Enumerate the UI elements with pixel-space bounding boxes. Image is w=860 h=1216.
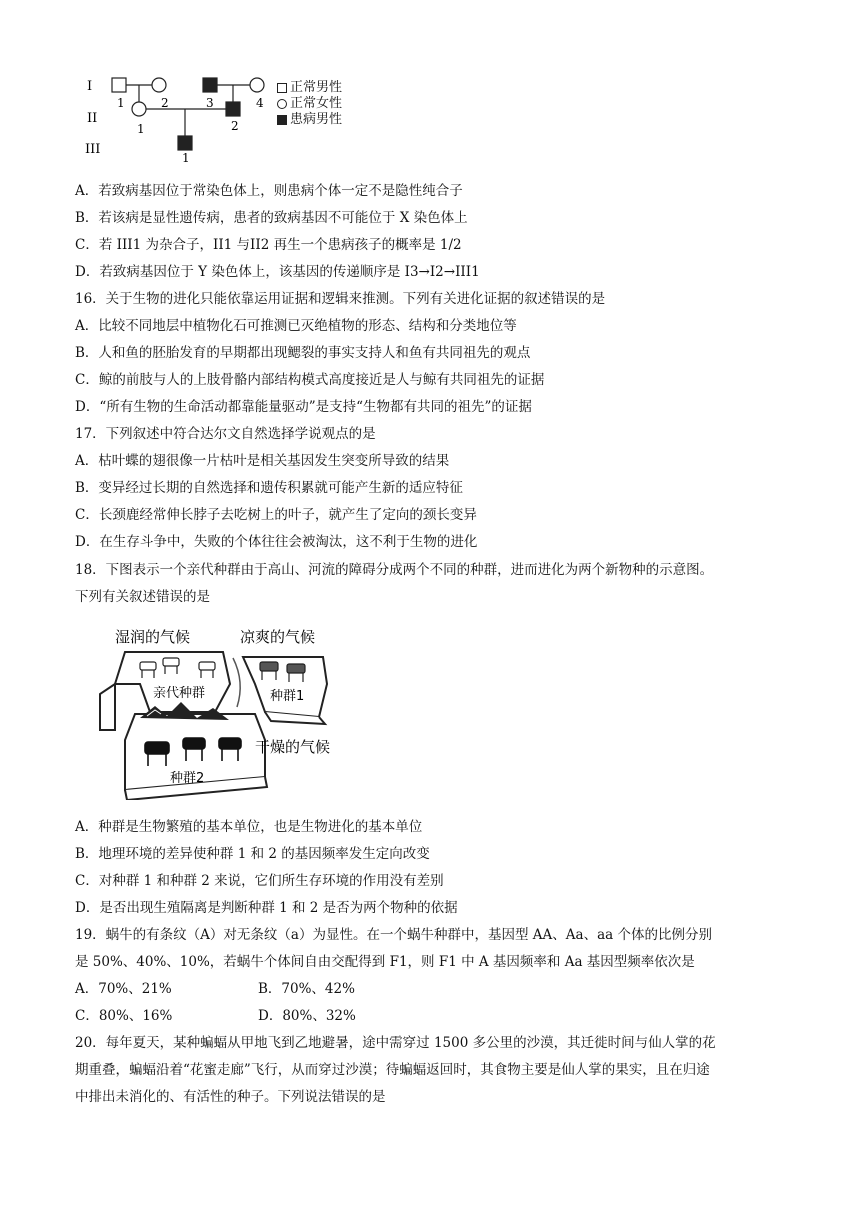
- label-humid-climate: 湿润的气候: [115, 628, 191, 646]
- q15-option-d: D．若致病基因位于 Y 染色体上，该基因的传递顺序是 I3→I2→III1: [75, 264, 480, 280]
- individual-label-I2: 2: [161, 96, 169, 110]
- q19-option-a: A．70%、21%: [75, 981, 172, 997]
- individual-II1: [132, 102, 146, 116]
- individual-I3: [203, 78, 217, 92]
- circle-icon: [277, 99, 287, 109]
- q17-option-d: D．在生存斗争中，失败的个体往往会被淘汰，这不利于生物的进化: [75, 534, 478, 550]
- q16-option-a: A．比较不同地层中植物化石可推测已灭绝植物的形态、结构和分类地位等: [75, 318, 517, 334]
- q18-option-b: B．地理环境的差异使种群 1 和 2 的基因频率发生定向改变: [75, 846, 430, 862]
- q17-option-c: C．长颈鹿经常伸长脖子去吃树上的叶子，就产生了定向的颈长变异: [75, 507, 477, 523]
- q17-option-b: B．变异经过长期的自然选择和遗传积累就可能产生新的适应特征: [75, 480, 463, 496]
- square-icon: [277, 83, 287, 93]
- q18-option-a: A．种群是生物繁殖的基本单位，也是生物进化的基本单位: [75, 819, 423, 835]
- pedigree-legend: [277, 80, 342, 128]
- generation-label-II: II: [87, 111, 98, 126]
- label-population-1: 种群1: [270, 689, 305, 704]
- q16-stem: 16．关于生物的进化只能依靠运用证据和逻辑来推测。下列有关进化证据的叙述错误的是: [75, 291, 606, 307]
- q15-option-b: B．若该病是显性遗传病，患者的致病基因不可能位于 X 染色体上: [75, 210, 468, 226]
- generation-label-III: III: [85, 142, 101, 157]
- legend-normal-female: 正常女性: [277, 96, 342, 112]
- individual-III1: [178, 136, 192, 150]
- q20-stem-line2: 期重叠，蝙蝠沿着“花蜜走廊”飞行，从而穿过沙漠；待蝙蝠返回时，其食物主要是仙人掌的果实，且在归途: [75, 1062, 710, 1078]
- individual-label-III1: 1: [182, 151, 190, 162]
- q18-stem-line2: 下列有关叙述错误的是: [75, 589, 210, 605]
- q16-option-c: C．鲸的前肢与人的上肢骨骼内部结构模式高度接近是人与鲸有共同祖先的证据: [75, 372, 545, 388]
- q18-stem-line1: 18．下图表示一个亲代种群由于高山、河流的障碍分成两个不同的种群，进而进化为两个新物种的示意图。: [75, 562, 714, 578]
- speciation-diagram: [95, 622, 340, 800]
- q19-stem-line2: 是 50%、40%、10%，若蜗牛个体间自由交配得到 F1，则 F1 中 A 基因频率和 Aa 基因型频率依次是: [75, 954, 695, 970]
- individual-I1: [112, 78, 126, 92]
- legend-normal-male: 正常男性: [277, 80, 342, 96]
- q20-stem-line1: 20．每年夏天，某种蝙蝠从甲地飞到乙地避暑，途中需穿过 1500 多公里的沙漠，其迁徙时间与仙人掌的花: [75, 1035, 716, 1051]
- individual-label-I1: 1: [117, 96, 125, 110]
- individual-label-I4: 4: [256, 96, 264, 110]
- q16-option-d: D．“所有生物的生命活动都靠能量驱动”是支持“生物都有共同的祖先”的证据: [75, 399, 532, 415]
- q19-option-d: D．80%、32%: [258, 1008, 356, 1024]
- individual-label-II2: 2: [231, 119, 239, 133]
- label-dry-climate: 干燥的气候: [255, 738, 331, 756]
- label-population-2: 种群2: [170, 771, 205, 786]
- individual-label-I3: 3: [206, 96, 214, 110]
- q18-option-c: C．对种群 1 和种群 2 来说，它们所生存环境的作用没有差别: [75, 873, 444, 889]
- q19-stem-line1: 19．蜗牛的有条纹（A）对无条纹（a）为显性。在一个蜗牛种群中，基因型 AA、Aa、aa 个体的比例分别: [75, 927, 712, 943]
- q19-option-b: B．70%、42%: [258, 981, 355, 997]
- q18-option-d: D．是否出现生殖隔离是判断种群 1 和 2 是否为两个物种的依据: [75, 900, 458, 916]
- q17-stem: 17．下列叙述中符合达尔文自然选择学说观点的是: [75, 426, 376, 442]
- label-parent-population: 亲代种群: [153, 686, 206, 701]
- filled-square-icon: [277, 115, 287, 125]
- individual-I4: [250, 78, 264, 92]
- individual-I2: [152, 78, 166, 92]
- q20-stem-line3: 中排出未消化的、有活性的种子。下列说法错误的是: [75, 1089, 386, 1105]
- generation-label-I: I: [87, 79, 93, 94]
- q16-option-b: B．人和鱼的胚胎发育的早期都出现鳃裂的事实支持人和鱼有共同祖先的观点: [75, 345, 531, 361]
- q15-option-a: A．若致病基因位于常染色体上，则患病个体一定不是隐性纯合子: [75, 183, 463, 199]
- label-cool-climate: 凉爽的气候: [240, 628, 316, 646]
- q19-option-c: C．80%、16%: [75, 1008, 173, 1024]
- individual-label-II1: 1: [137, 122, 145, 136]
- q15-option-c: C．若 III1 为杂合子，II1 与II2 再生一个患病孩子的概率是 1/2: [75, 237, 462, 253]
- individual-II2: [226, 102, 240, 116]
- legend-affected-male: 患病男性: [277, 112, 342, 128]
- q17-option-a: A．枯叶蝶的翅很像一片枯叶是相关基因发生突变所导致的结果: [75, 453, 450, 469]
